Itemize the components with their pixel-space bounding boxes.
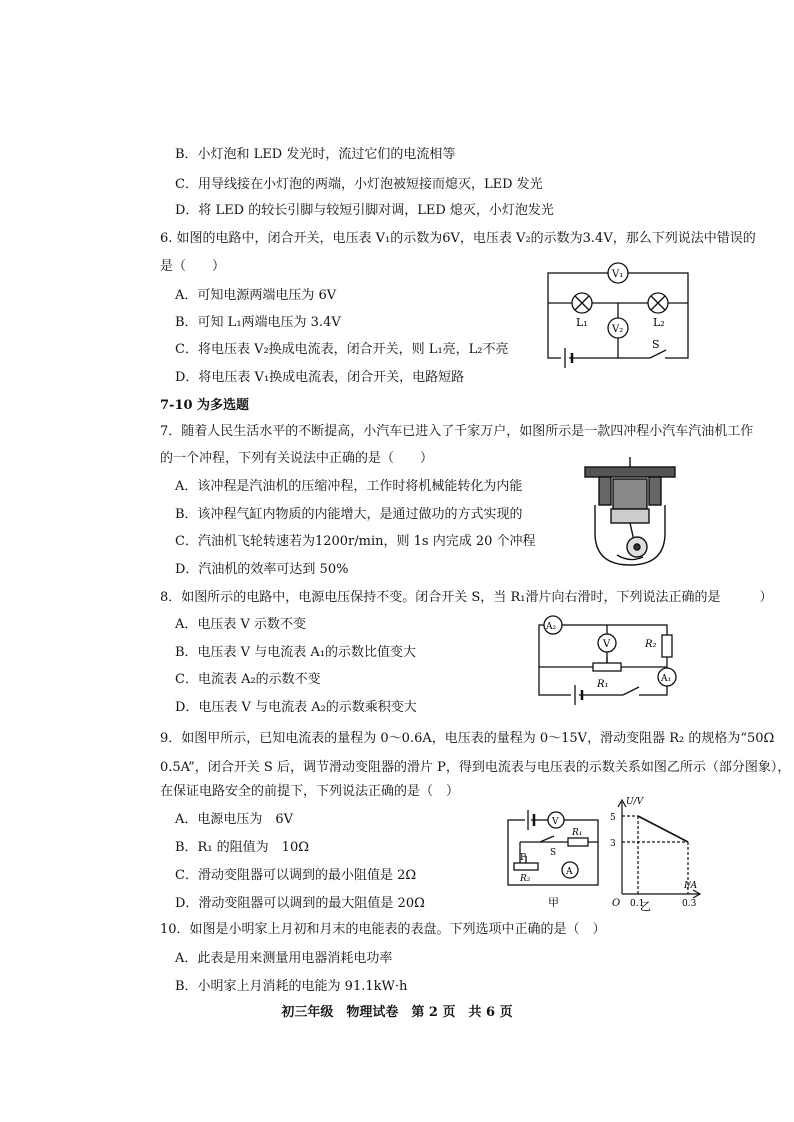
q8-option-a: A．电压表 V 示数不变 <box>175 617 307 632</box>
q9-jia-p-label: P <box>520 853 527 863</box>
q9-option-b: B．R₁ 的阻值为 10Ω <box>175 840 310 855</box>
q7-option-d: D．汽油机的效率可达到 50% <box>175 562 349 577</box>
q6-l1-label: L₁ <box>576 316 588 329</box>
q9-yi-origin: O <box>612 898 621 909</box>
q8-option-c: C．电流表 A₂的示数不变 <box>175 672 321 687</box>
q8-a2-label: A₂ <box>546 622 557 632</box>
q6-l2-label: L₂ <box>653 316 665 329</box>
q9-option-c: C．滑动变阻器可以调到的最小阻值是 2Ω <box>175 868 417 883</box>
q8-a1-label: A₁ <box>661 674 672 684</box>
q6-option-b: B．可知 L₁两端电压为 3.4V <box>175 315 341 330</box>
q7-engine-cylinder-illustration <box>575 455 685 575</box>
q9-yi-tick-y2: 3 <box>610 839 616 849</box>
q6-option-c: C．将电压表 V₂换成电流表，闭合开关，则 L₁亮，L₂不亮 <box>175 342 509 357</box>
q10-option-b: B．小明家上月消耗的电能为 91.1kW·h <box>175 979 408 994</box>
q8-option-b: B．电压表 V 与电流表 A₁的示数比值变大 <box>175 645 416 660</box>
q7-stem-line1: 7．随着人民生活水平的不断提高，小汽车已进入了千家万户，如图所示是一款四冲程小汽车汽油机工作 <box>160 424 754 439</box>
q9-yi-tick-x1: 0.1 <box>630 899 645 909</box>
q9-jia-caption: 甲 <box>548 896 559 909</box>
q6-v1-label: V₁ <box>612 269 624 280</box>
q9-yi-caption: 乙 <box>640 900 651 913</box>
q6-s-label: S <box>652 338 660 351</box>
q9-yi-tick-x2: 0.3 <box>682 899 697 909</box>
q9-jia-r1-label: R₁ <box>572 828 583 838</box>
q9-stem-line2: 0.5A”，闭合开关 S 后，调节滑动变阻器的滑片 P，得到电流表与电压表的示数关系如图乙所示（部分图象）， <box>160 760 791 775</box>
q9-stem-line1: 9．如图甲所示，已知电流表的量程为 0～0.6A，电压表的量程为 0～15V，滑动变阻器 R₂ 的规格为“50Ω <box>160 731 775 746</box>
q9-circuit-jia <box>500 808 610 913</box>
page-footer: 初三年级 物理试卷 第 2 页 共 6 页 <box>281 1005 513 1020</box>
q5-option-c: C．用导线接在小灯泡的两端，小灯泡被短接而熄灭，LED 发光 <box>175 177 543 192</box>
q8-stem: 8．如图所示的电路中，电源电压保持不变。闭合开关 S，当 R₁滑片向右滑时，下列说法正确的是 ） <box>160 590 773 605</box>
q8-circuit-diagram <box>535 615 685 707</box>
q9-yi-ylabel: U/V <box>626 797 644 807</box>
q9-jia-s-label: S <box>550 848 557 858</box>
q9-jia-a-label: A <box>566 867 573 877</box>
q5-option-d: D．将 LED 的较长引脚与较短引脚对调，LED 熄灭，小灯泡发光 <box>175 203 554 218</box>
q5-option-b: B．小灯泡和 LED 发光时，流过它们的电流相等 <box>175 147 456 162</box>
q9-jia-v-label: V <box>552 817 559 827</box>
q7-option-b: B．该冲程气缸内物质的内能增大，是通过做功的方式实现的 <box>175 507 523 522</box>
q6-option-d: D．将电压表 V₁换成电流表，闭合开关，电路短路 <box>175 370 465 385</box>
q7-stem-line2: 的一个冲程，下列有关说法中正确的是（ ） <box>160 451 434 466</box>
q8-v-label: V <box>603 639 611 650</box>
q8-r1-label: R₁ <box>597 679 609 690</box>
q9-option-a: A．电源电压为 6V <box>175 812 294 827</box>
q6-stem-line1: 6. 如图的电路中，闭合开关，电压表 V₁的示数为6V，电压表 V₂的示数为3.4V，那么下列说法中错误的 <box>160 231 756 246</box>
q6-stem-line2: 是（ ） <box>160 259 226 274</box>
q9-jia-r2-label: R₂ <box>520 874 531 884</box>
section-heading-multi: 7-10 为多选题 <box>160 398 250 413</box>
q10-stem: 10．如图是小明家上月初和月末的电能表的表盘。下列选项中正确的是（ ） <box>160 922 606 937</box>
q8-option-d: D．电压表 V 与电流表 A₂的示数乘积变大 <box>175 700 417 715</box>
q9-option-d: D．滑动变阻器可以调到的最大阻值是 20Ω <box>175 896 425 911</box>
q9-yi-tick-y1: 5 <box>610 813 616 823</box>
q6-option-a: A．可知电源两端电压为 6V <box>175 288 337 303</box>
q7-option-a: A．该冲程是汽油机的压缩冲程，工作时将机械能转化为内能 <box>175 479 523 494</box>
q9-graph-yi <box>608 794 704 924</box>
q9-stem-line3: 在保证电路安全的前提下，下列说法正确的是（ ） <box>160 784 460 799</box>
q10-option-a: A．此表是用来测量用电器消耗电功率 <box>175 951 393 966</box>
q6-v2-label: V₂ <box>612 324 624 335</box>
q9-yi-xlabel: I/A <box>684 881 698 891</box>
q8-r2-label: R₂ <box>645 639 657 650</box>
q6-circuit-diagram <box>540 258 700 368</box>
q7-option-c: C．汽油机飞轮转速若为1200r/min，则 1s 内完成 20 个冲程 <box>175 534 536 549</box>
